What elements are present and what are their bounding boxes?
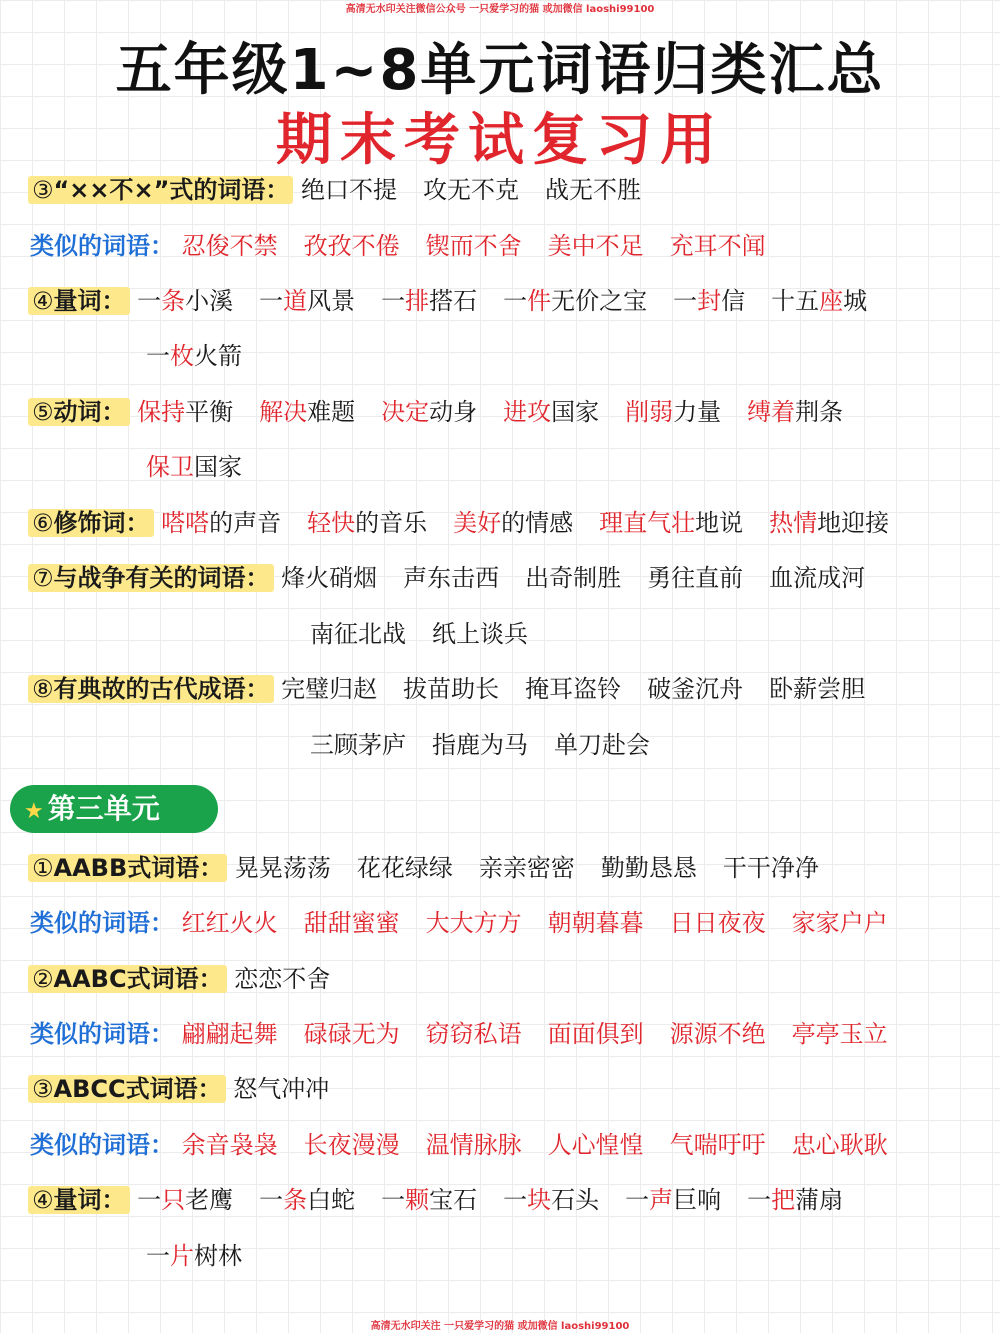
highlighted-text: 忠心耿耿	[791, 1131, 888, 1159]
highlighted-text: 热情	[769, 509, 818, 537]
word-item	[182, 903, 278, 943]
category-label	[28, 1186, 130, 1214]
word-line	[146, 336, 268, 376]
category-text: 有典故的古代成语：	[53, 675, 270, 703]
word-item: 怒气冲冲	[233, 1075, 330, 1103]
category-label	[28, 509, 154, 537]
word-line	[30, 1125, 914, 1165]
word-item: 保卫国家	[146, 453, 242, 481]
word-line	[310, 614, 554, 654]
highlighted-text: 家家户户	[791, 909, 888, 937]
category-number: ⑥	[32, 509, 54, 537]
category-number: ⑦	[32, 564, 54, 592]
similar-words-label: 类似的词语：	[30, 232, 174, 260]
word-item: 卧薪尝胆	[769, 675, 866, 703]
word-item: 一条小溪	[137, 287, 234, 315]
highlighted-text: 气喘吁吁	[669, 1131, 766, 1159]
word-item	[548, 1014, 644, 1054]
category-number: ⑧	[32, 675, 54, 703]
highlighted-text: 缚着	[747, 398, 796, 426]
highlighted-text: 条	[283, 1186, 308, 1214]
word-item: 一片树林	[146, 1242, 242, 1270]
category-number: ④	[32, 287, 54, 315]
word-item	[426, 1125, 522, 1165]
highlighted-text: 锲而不舍	[425, 232, 522, 260]
word-item: 南征北战	[310, 620, 406, 648]
word-item	[304, 1125, 400, 1165]
word-line	[28, 1180, 869, 1220]
word-line	[28, 1069, 355, 1109]
highlighted-text: 排	[405, 287, 430, 315]
word-item: 嗒嗒的声音	[161, 509, 282, 537]
word-item	[548, 226, 644, 266]
highlighted-text: 余音袅袅	[181, 1131, 278, 1159]
highlighted-text: 忍俊不禁	[181, 232, 278, 260]
word-item: 一排搭石	[381, 287, 478, 315]
category-label	[28, 176, 293, 204]
word-item: 一件无价之宝	[503, 287, 648, 315]
word-item: 十五座城	[771, 287, 868, 315]
word-line	[30, 226, 792, 266]
highlighted-text: 朝朝暮暮	[547, 909, 644, 937]
word-item	[670, 226, 766, 266]
category-number: ①	[32, 854, 54, 882]
word-item: 一声巨响	[625, 1186, 722, 1214]
highlighted-text: 轻快	[307, 509, 356, 537]
watermark-top: 高清无水印关注微信公众号 一只爱学习的猫 或加微信 laoshi99100	[345, 4, 655, 15]
watermark-bottom: 高清无水印关注 一只爱学习的猫 或加微信 laoshi99100	[370, 1321, 630, 1332]
word-item	[670, 903, 766, 943]
category-label	[28, 398, 130, 426]
highlighted-text: 红红火火	[181, 909, 278, 937]
word-line	[28, 669, 891, 709]
word-item	[426, 226, 522, 266]
word-item	[670, 1125, 766, 1165]
highlighted-text: 块	[527, 1186, 552, 1214]
word-item: 削弱力量	[625, 398, 722, 426]
highlighted-text: 嗒嗒	[161, 509, 210, 537]
category-label	[28, 854, 227, 882]
highlighted-text: 美好	[453, 509, 502, 537]
word-item: 亲亲密密	[478, 854, 575, 882]
highlighted-text: 孜孜不倦	[303, 232, 400, 260]
highlighted-text: 理直气壮	[599, 509, 696, 537]
word-item: 一条白蛇	[259, 1186, 356, 1214]
word-item: 花花绿绿	[356, 854, 453, 882]
highlighted-text: 美中不足	[547, 232, 644, 260]
word-item: 解决难题	[259, 398, 356, 426]
highlighted-text: 座	[819, 287, 844, 315]
highlighted-text: 条	[161, 287, 186, 315]
highlighted-text: 决定	[381, 398, 430, 426]
word-item: 一块石头	[503, 1186, 600, 1214]
word-item: 纸上谈兵	[432, 620, 528, 648]
word-item	[426, 1014, 522, 1054]
similar-words-label: 类似的词语：	[30, 909, 174, 937]
similar-words-label: 类似的词语：	[30, 1131, 174, 1159]
word-item	[426, 903, 522, 943]
category-number: ④	[32, 1186, 54, 1214]
word-item	[670, 1014, 766, 1054]
highlighted-text: 面面俱到	[547, 1020, 644, 1048]
word-line	[310, 725, 676, 765]
star-icon: ★	[24, 799, 44, 824]
highlighted-text: 保持	[137, 398, 186, 426]
word-item: 一只老鹰	[137, 1186, 234, 1214]
highlighted-text: 件	[527, 287, 552, 315]
category-text: ABCC式词语：	[53, 1075, 222, 1103]
highlighted-text: 人心惶惶	[547, 1131, 644, 1159]
category-number: ③	[32, 1075, 54, 1103]
word-item	[304, 1014, 400, 1054]
word-item: 拔苗助长	[403, 675, 500, 703]
word-item: 决定动身	[381, 398, 478, 426]
word-item: 一枚火箭	[146, 342, 242, 370]
word-item: 保持平衡	[137, 398, 234, 426]
highlighted-text: 片	[170, 1242, 194, 1270]
word-item	[304, 226, 400, 266]
category-text: “××不×”式的词语：	[53, 176, 290, 204]
highlighted-text: 削弱	[625, 398, 674, 426]
word-item: 理直气壮地说	[599, 509, 744, 537]
word-item: 攻无不克	[423, 176, 520, 204]
category-text: AABB式词语：	[53, 854, 224, 882]
word-item	[182, 1014, 278, 1054]
word-line	[146, 1236, 268, 1276]
word-item	[548, 1125, 644, 1165]
category-text: 量词：	[53, 1186, 126, 1214]
page-subtitle: 期末考试复习用	[276, 108, 724, 173]
highlighted-text: 封	[697, 287, 722, 315]
word-item: 进攻国家	[503, 398, 600, 426]
category-number: ③	[32, 176, 54, 204]
word-item: 热情地迎接	[769, 509, 890, 537]
word-item	[182, 226, 278, 266]
word-item: 恋恋不舍	[234, 965, 331, 993]
highlighted-text: 长夜漫漫	[303, 1131, 400, 1159]
category-text: 与战争有关的词语：	[53, 564, 270, 592]
word-item: 一封信	[673, 287, 746, 315]
word-item: 完璧归赵	[281, 675, 378, 703]
word-item: 轻快的音乐	[307, 509, 428, 537]
highlighted-text: 大大方方	[425, 909, 522, 937]
highlighted-text: 把	[771, 1186, 796, 1214]
word-line	[28, 959, 356, 999]
word-item	[182, 1125, 278, 1165]
word-line	[28, 281, 893, 321]
word-item: 破釜沉舟	[647, 675, 744, 703]
word-item: 一道风景	[259, 287, 356, 315]
highlighted-text: 保卫	[146, 453, 194, 481]
word-item: 声东击西	[403, 564, 500, 592]
highlighted-text: 进攻	[503, 398, 552, 426]
highlighted-text: 源源不绝	[669, 1020, 766, 1048]
category-text: 动词：	[53, 398, 126, 426]
word-line	[146, 447, 268, 487]
word-line	[28, 170, 667, 210]
word-item: 战无不胜	[545, 176, 642, 204]
word-item: 一把蒲扇	[747, 1186, 844, 1214]
word-item: 掩耳盗铃	[525, 675, 622, 703]
highlighted-text: 翩翩起舞	[181, 1020, 278, 1048]
word-line	[30, 1014, 914, 1054]
word-item: 出奇制胜	[525, 564, 622, 592]
word-item: 勇往直前	[647, 564, 744, 592]
word-item	[548, 903, 644, 943]
word-line	[28, 392, 869, 432]
word-item: 单刀赴会	[554, 731, 650, 759]
word-item: 指鹿为马	[432, 731, 528, 759]
highlighted-text: 枚	[170, 342, 194, 370]
highlighted-text: 温情脉脉	[425, 1131, 522, 1159]
highlighted-text: 窃窃私语	[425, 1020, 522, 1048]
page-title: 五年级1~8单元词语归类汇总	[115, 38, 885, 103]
highlighted-text: 颗	[405, 1186, 430, 1214]
word-item	[792, 903, 888, 943]
word-line	[28, 503, 915, 543]
highlighted-text: 亭亭玉立	[791, 1020, 888, 1048]
word-line	[30, 903, 914, 943]
highlighted-text: 道	[283, 287, 308, 315]
highlighted-text: 日日夜夜	[669, 909, 766, 937]
category-number: ②	[32, 965, 54, 993]
word-item: 晃晃荡荡	[234, 854, 331, 882]
category-text: 修饰词：	[53, 509, 150, 537]
highlighted-text: 只	[161, 1186, 186, 1214]
highlighted-text: 甜甜蜜蜜	[303, 909, 400, 937]
category-label	[28, 287, 130, 315]
word-line	[28, 848, 845, 888]
word-item: 三顾茅庐	[310, 731, 406, 759]
word-item: 绝口不提	[301, 176, 398, 204]
category-label	[28, 675, 274, 703]
category-number: ⑤	[32, 398, 54, 426]
category-text: AABC式词语：	[53, 965, 223, 993]
category-label	[28, 1075, 226, 1103]
word-item: 一颗宝石	[381, 1186, 478, 1214]
word-item: 烽火硝烟	[281, 564, 378, 592]
word-item	[792, 1125, 888, 1165]
word-line	[28, 558, 891, 598]
section-badge	[10, 785, 218, 833]
category-label	[28, 564, 274, 592]
similar-words-label: 类似的词语：	[30, 1020, 174, 1048]
word-item: 干干净净	[722, 854, 819, 882]
word-item: 血流成河	[769, 564, 866, 592]
word-item: 勤勤恳恳	[600, 854, 697, 882]
word-item	[792, 1014, 888, 1054]
highlighted-text: 充耳不闻	[669, 232, 766, 260]
word-item: 缚着荆条	[747, 398, 844, 426]
word-item: 美好的情感	[453, 509, 574, 537]
highlighted-text: 声	[649, 1186, 674, 1214]
category-label	[28, 965, 227, 993]
highlighted-text: 碌碌无为	[303, 1020, 400, 1048]
highlighted-text: 解决	[259, 398, 308, 426]
category-text: 量词：	[53, 287, 126, 315]
section-badge-label: 第三单元	[47, 792, 160, 825]
word-item	[304, 903, 400, 943]
